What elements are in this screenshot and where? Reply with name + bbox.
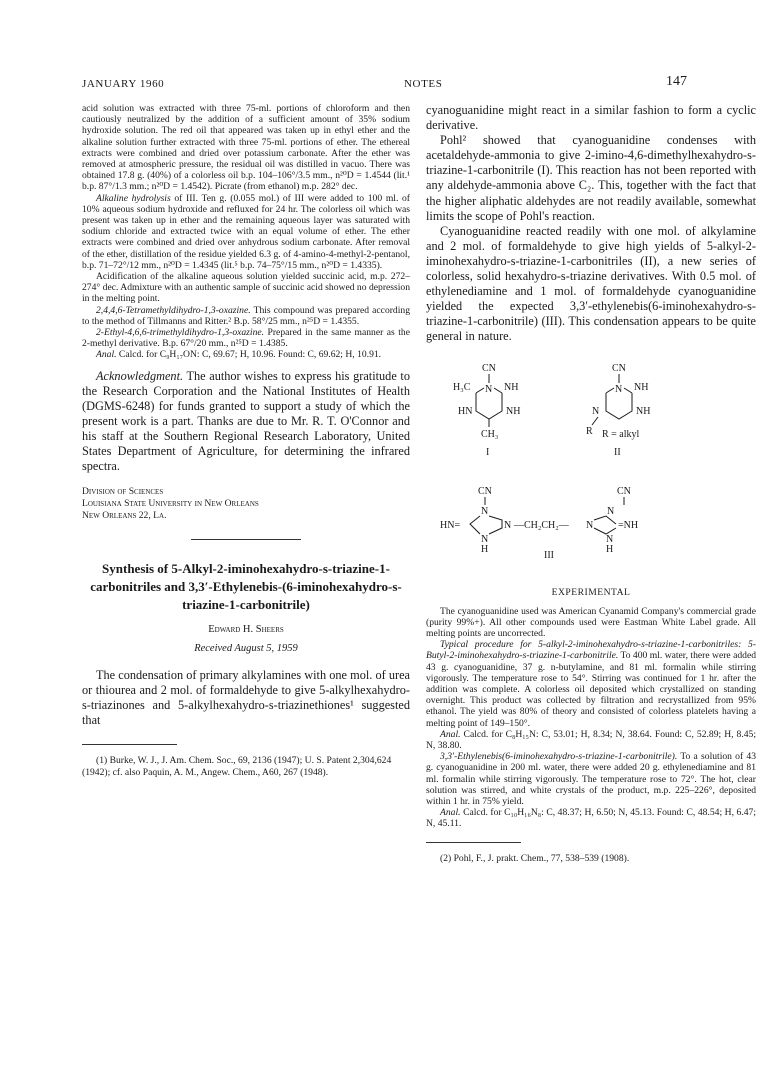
structure-iii [426, 484, 756, 564]
run-in-heading: 2-Ethyl-4,6,6-trimethyldihydro-1,3-oxazine. [96, 327, 265, 339]
page-number: 147 [666, 74, 687, 89]
struct-ii-n1: N [615, 383, 623, 395]
paragraph-text: Calcd. for C₁₀H₁₆N₈: C, 48.37; H, 6.50; N, 45.13. Found: C, 48.54; H, 6.47; N, 45.11. [426, 807, 756, 830]
article-author: Edward H. Sheers [208, 624, 284, 636]
footnote-divider [426, 842, 521, 843]
struct-iii-cn-left: CN [478, 485, 492, 497]
struct-iii-cn-right: CN [617, 485, 631, 497]
paragraph-extraction: acid solution was extracted with three 75-ml. portions of chloroform and then cautiously neutralized by the addition of a sufficient amount of 35% sodium hydroxide solution. The red oil that appeared was taken up in ethyl ether and the alkaline solution further extracted with three 75-ml. portions of ether. The ethereal extracts were combined and dried over potassium carbonate. After the ether was removed at atmospheric pressure, the residual oil was distilled in vacuo. There was obtained 17.8 g. (40%) of a colorless oil b.p. 104–106°/3.5 mm., n²⁰D = 1.4544 (lit.¹ b.p. 87°/1.3 mm.; n²⁰D = 1.4542). Picrate (from ethanol) m.p. 282° dec. [82, 103, 410, 193]
paragraph-analysis-2 [426, 807, 756, 829]
structures-i-ii [426, 361, 756, 471]
paragraph-analysis-1 [426, 729, 756, 751]
paragraph-analysis [82, 349, 410, 360]
struct-iii-n-left-bottom: N [481, 533, 489, 545]
struct-iii-n-left-top: N [481, 505, 489, 517]
paragraph-text: of III. Ten g. (0.055 mol.) of III were added to 100 ml. of 10% aqueous sodium hydroxide and refluxed for 24 hr. The colorless oil which was present was taken up in ether and the remaining aqueous layer was saturated with sodium chloride and extracted twice with an equal volume of ether. The ether extracts were combined and dried over anhydrous sodium carbonate. After removal of the ether, distillation of the residue yielded 6.3 g. of 4-amino-4-methyl-2-pentanol, b.p. 71–72°/12 mm., n²⁰D = 1.4345 (lit.⁵ b.p. 74–75°/15 mm., n²⁰D = 1.4335). [82, 192, 410, 271]
struct-iii-h-right: H [606, 543, 614, 555]
struct-i-hn: HN [458, 405, 473, 417]
right-column [426, 103, 756, 864]
struct-i-nh2: NH [506, 405, 521, 417]
paragraph-ethyl-oxazine [82, 327, 410, 349]
affiliation-city: New Orleans 22, La. [82, 509, 167, 521]
run-in-heading: Anal. [440, 807, 461, 819]
affiliation-division: Division of Sciences [82, 486, 164, 498]
paragraph-cyanoguanidine: Cyanoguanidine reacted readily with one mol. of alkylamine and 2 mol. of formaldehyde to give high yields of 5-alkyl-2-iminohexahydro-s-triazine-1-carbonitriles (II), a new series of colorless, solid hexahydro-s-triazine derivatives. With 0.5 mol. of ethylenediamine and 1 mol. of formaldehyde cyanoguanidine yielded the expected 3,3′-ethylenebis(6-iminohexahydro-s-triazine-1-carbonitrile) (III). This condensation appears to be quite general in nature. [426, 223, 756, 344]
article-title: Synthesis of 5-Alkyl-2-iminohexahydro-s-triazine-1-carbonitriles and 3,3′-Ethylenebis-(6-iminohexahydro-s-triazine-1-carbonitrile) [90, 561, 402, 613]
received-date: Received August 5, 1959 [194, 643, 298, 655]
footnote-1: (1) Burke, W. J., J. Am. Chem. Soc., 69, 2136 (1947); U. S. Patent 2,304,624 (1942); cf. also Paquin, A. M., Angew. Chem., A60, 267 (1948). [82, 755, 392, 778]
paragraph-continuation: cyanoguanidine might react in a similar fashion to form a cyclic derivative. [426, 103, 756, 133]
struct-iii-n-right-top: N [607, 505, 615, 517]
struct-iii-h-left: H [481, 543, 489, 555]
paragraph-alkaline-hydrolysis [82, 193, 410, 271]
struct-iii-n-mid-left: N [504, 519, 512, 531]
struct-i-ch3: CH₃ [481, 428, 499, 440]
affiliation-university: Louisiana State University in New Orleans [82, 497, 259, 509]
paragraph-text: Prepared in the same manner as the 2-methyl derivative. B.p. 67°/20 mm., n²⁵D = 1.4385. [82, 327, 410, 350]
footnote-divider [82, 744, 177, 745]
section-divider [191, 539, 301, 540]
paragraph-acidification: Acidification of the alkaline aqueous solution yielded succinic acid, m.p. 272–274° dec. Admixture with an authentic sample of succinic acid showed no depression in the melting point. [82, 271, 410, 305]
paragraph-ethylenebis [426, 751, 756, 807]
struct-i-n1: N [485, 383, 493, 395]
paragraph-text: The author wishes to express his gratitude to the Research Corporation and the National Institutes of Health (DGMS-6248) for funds granted to support a study of which the present work is a part. Thanks are due to Mr. R. T. O'Connor and his staff at the Southern Regional Research Laboratory, United States Department of Agriculture, for determining the infrared spectra. [82, 368, 410, 474]
article-intro: The condensation of primary alkylamines with one mol. of urea or thiourea and 2 mol. of formaldehyde to give 5-alkylhexahydro-s-triazinones and 5-alkylhexahydro-s-triazinethiones¹ suggested that [82, 668, 410, 728]
struct-ii-r-def: R = alkyl [602, 428, 640, 440]
footnote-2: (2) Pohl, F., J. prakt. Chem., 77, 538–539 (1908). [440, 852, 630, 864]
struct-i-cn: CN [482, 362, 496, 374]
run-in-heading: Alkaline hydrolysis [96, 192, 171, 204]
struct-iii-bridge: —CH₂CH₂— [514, 519, 569, 531]
struct-iii-n-right-bottom: N [606, 533, 614, 545]
running-header-section: NOTES [404, 78, 443, 90]
struct-iii-label: III [544, 549, 554, 561]
paragraph-pohl: Pohl² showed that cyanoguanidine condenses with acetaldehyde-ammonia to give 2-imino-4,6-dimethylhexahydro-s-triazine-1-carbonitrile (I). This reaction has not been reported with any aldehyde-ammonia above C₂. This, together with the fact that the higher aliphatic aldehydes are not readily available, somewhat limits the scope of Pohl's reaction. [426, 133, 756, 223]
struct-iii-n-mid-right: N [586, 519, 594, 531]
struct-i-label: I [486, 446, 490, 458]
left-column [82, 103, 410, 778]
section-heading-experimental: EXPERIMENTAL [551, 586, 631, 598]
paragraph-materials: The cyanoguanidine used was American Cyanamid Company's commercial grade (purity 99%+). All other compounds used were Eastman White Label grade. All melting points are uncorrected. [426, 605, 756, 639]
run-in-heading: Typical procedure for 5-alkyl-2-iminohexahydro-s-triazine-1-carbonitriles: 5-Butyl-2-iminohexahydro-s-triazine-1-carbonitrile. [426, 639, 756, 662]
struct-ii-r: R [586, 425, 593, 437]
run-in-heading: Acknowledgment. [96, 368, 184, 383]
paragraph-tetramethyl-oxazine [82, 305, 410, 327]
struct-ii-n2: N [592, 405, 600, 417]
struct-i-h3c: H₃C [453, 381, 471, 393]
running-header-date: JANUARY 1960 [82, 78, 165, 90]
struct-iii-eq-nh: =NH [618, 519, 639, 531]
run-in-heading: 3,3′-Ethylenebis(6-iminohexahydro-s-triazine-1-carbonitrile). [440, 751, 678, 763]
struct-ii-cn: CN [612, 362, 626, 374]
struct-ii-label: II [614, 446, 621, 458]
acknowledgment [82, 369, 410, 475]
paragraph-text: This compound was prepared according to the method of Tillmanns and Ritter.² B.p. 58°/25 mm., n²⁵D = 1.4355. [82, 304, 410, 327]
struct-ii-nh: NH [634, 381, 649, 393]
run-in-heading: Anal. [440, 728, 461, 740]
run-in-heading: Anal. [96, 349, 117, 361]
paragraph-typical-procedure [426, 639, 756, 729]
paragraph-text: To a solution of 43 g. cyanoguanidine in 200 ml. water, there were added 20 g. ethylenediamine and 81 ml. formalin while stirring vigorously. The temperature rose to 72°. The hot, clear solution was stirred, and white crystals of the product, m.p. 225–226°, deposited within 1 hr. in 75% yield. [426, 751, 756, 807]
struct-iii-hn-eq: HN= [440, 519, 461, 531]
run-in-heading: 2,4,4,6-Tetramethyldihydro-1,3-oxazine. [96, 304, 251, 316]
paragraph-text: Calcd. for C₈H₁₅N: C, 53.01; H, 8.34; N, 38.64. Found: C, 52.89; H, 8.45; N, 38.80. [426, 728, 756, 751]
paragraph-text: To 400 ml. water, there were added 43 g. cyanoguanidine, 37 g. n-butylamine, and 81 ml. formalin while stirring vigorously. The temperature rose to 54°. Stirring was continued for 1 hr. after the addition was complete. A colorless oil deposited which crystallized on standing overnight. This product was collected by filtration and recrystallized from 95% ethanol. The yield was 80% of theory and consisted of colorless platelets having a melting point of 149–150°. [426, 650, 756, 729]
paragraph-text: Calcd. for C₉H₁₇ON: C, 69.67; H, 10.96. Found: C, 69.62; H, 10.91. [116, 349, 382, 361]
struct-ii-nh2: NH [636, 405, 651, 417]
struct-i-nh: NH [504, 381, 519, 393]
